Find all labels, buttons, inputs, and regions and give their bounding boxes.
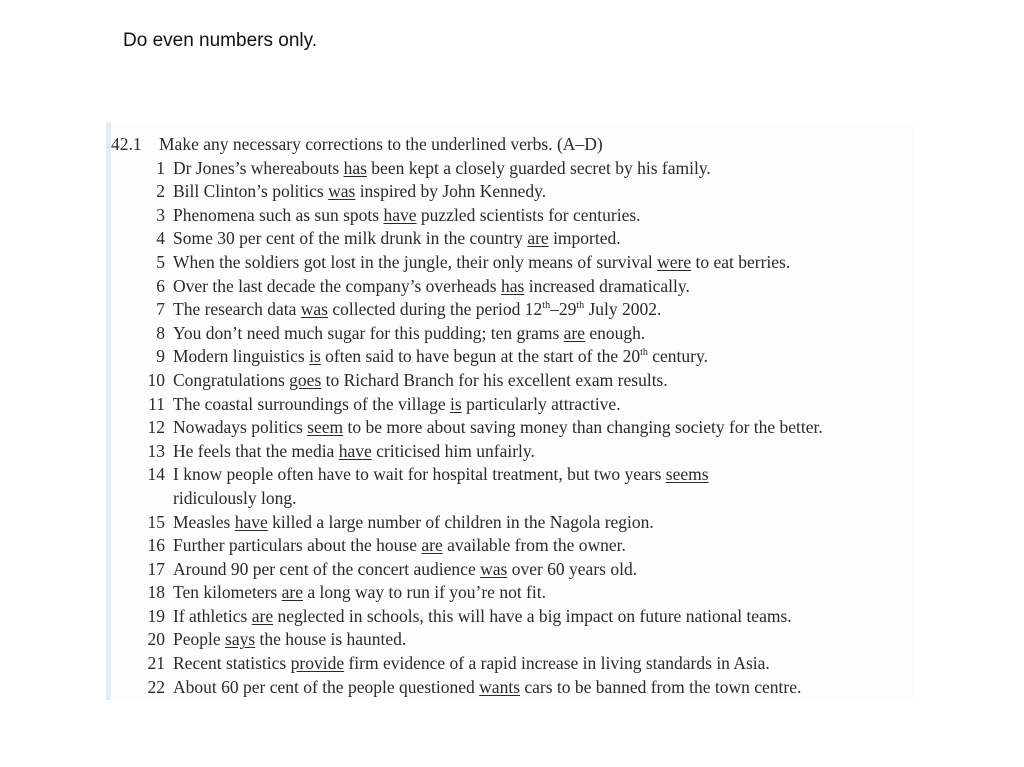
exercise-item (111, 157, 823, 181)
item-number: 5 (156, 251, 165, 272)
text-segment: –29 (550, 299, 577, 320)
text-segment: Phenomena such as sun spots (173, 204, 384, 225)
text-segment: Bill Clinton’s politics (173, 181, 329, 202)
text-segment: Dr Jones’s whereabouts (173, 157, 344, 178)
item-text (173, 345, 708, 369)
exercise-item (111, 581, 823, 605)
text-segment: You don’t need much sugar for this pudding; ten grams (173, 322, 564, 343)
item-text (173, 180, 546, 204)
text-segment: Around 90 per cent of the concert audience (173, 558, 481, 579)
exercise-item (111, 463, 823, 510)
text-segment: to eat berries. (691, 251, 791, 272)
text-segment: neglected in schools, this will have a big impact on future national teams. (273, 605, 792, 626)
underlined-verb: seems (665, 464, 709, 485)
item-text (173, 416, 823, 440)
underlined-verb: is (450, 393, 462, 414)
underlined-verb: is (309, 346, 321, 367)
item-number: 8 (156, 322, 165, 343)
text-segment: century. (647, 346, 708, 367)
ordinal-suffix: th (542, 300, 551, 312)
item-text (173, 440, 535, 464)
item-text (173, 369, 668, 393)
item-number: 6 (156, 275, 165, 296)
item-number: 14 (147, 464, 165, 485)
text-segment: The research data (173, 299, 301, 320)
item-number: 13 (147, 440, 165, 461)
exercise-item (111, 393, 823, 417)
text-segment: He feels that the media (173, 440, 339, 461)
item-number: 9 (156, 346, 165, 367)
text-segment: Measles (173, 511, 235, 532)
text-segment: the house is haunted. (255, 629, 407, 650)
text-segment: to be more about saving money than changing society for the better. (343, 417, 823, 438)
text-segment: collected during the period 12 (327, 299, 543, 320)
exercise-item (111, 251, 823, 275)
item-number: 20 (147, 629, 165, 650)
exercise-items (111, 157, 823, 700)
text-segment: Some 30 per cent of the milk drunk in the country (173, 228, 528, 249)
text-segment: inspired by John Kennedy. (355, 181, 547, 202)
underlined-verb: was (328, 181, 356, 202)
exercise-item (111, 652, 823, 676)
exercise-item (111, 298, 823, 322)
textbook-scan (106, 122, 914, 700)
underlined-verb: have (383, 204, 417, 225)
text-segment: Nowadays politics (173, 417, 308, 438)
text-segment: ridiculously long. (173, 487, 297, 508)
text-segment: I know people often have to wait for hospital treatment, but two years (173, 464, 666, 485)
underlined-verb: have (338, 440, 372, 461)
exercise-item (111, 416, 823, 440)
text-segment: Ten kilometers (173, 582, 282, 603)
underlined-verb: wants (479, 676, 520, 697)
text-segment: Further particulars about the house (173, 535, 422, 556)
underlined-verb: has (343, 157, 367, 178)
underlined-verb: are (563, 322, 586, 343)
underlined-verb: was (300, 299, 328, 320)
text-segment: Over the last decade the company’s overheads (173, 275, 501, 296)
text-segment: imported. (548, 228, 621, 249)
text-segment: available from the owner. (442, 535, 626, 556)
underlined-verb: provide (290, 653, 345, 674)
exercise-title: Make any necessary corrections to the underlined verbs. (A–D) (159, 134, 603, 154)
exercise (111, 133, 823, 699)
exercise-item (111, 322, 823, 346)
text-segment: If athletics (173, 605, 252, 626)
exercise-item (111, 558, 823, 582)
underlined-verb: was (480, 558, 508, 579)
exercise-item (111, 227, 823, 251)
text-segment: over 60 years old. (507, 558, 638, 579)
item-text (173, 652, 770, 676)
text-segment: The coastal surroundings of the village (173, 393, 451, 414)
text-segment: been kept a closely guarded secret by his family. (366, 157, 711, 178)
item-number: 4 (156, 228, 165, 249)
underlined-verb: are (421, 535, 443, 556)
item-number: 11 (148, 393, 165, 414)
item-text (173, 227, 621, 251)
item-text (173, 157, 711, 181)
item-number: 21 (147, 653, 165, 674)
item-number: 22 (147, 676, 165, 697)
item-text (173, 558, 637, 582)
item-number: 2 (156, 181, 165, 202)
text-segment: criticised him unfairly. (371, 440, 535, 461)
text-segment: particularly attractive. (461, 393, 621, 414)
item-number: 17 (147, 558, 165, 579)
exercise-item (111, 628, 823, 652)
text-segment: cars to be banned from the town centre. (520, 676, 802, 697)
text-segment: firm evidence of a rapid increase in living standards in Asia. (344, 653, 770, 674)
exercise-item (111, 275, 823, 299)
exercise-item (111, 440, 823, 464)
item-number: 19 (147, 605, 165, 626)
exercise-item (111, 180, 823, 204)
item-text (173, 463, 709, 510)
exercise-heading (111, 133, 823, 157)
item-text (173, 275, 690, 299)
text-segment: killed a large number of children in the Nagola region. (267, 511, 654, 532)
item-text (173, 581, 546, 605)
item-text (173, 511, 654, 535)
text-segment: Congratulations (173, 369, 290, 390)
item-text (173, 393, 621, 417)
underlined-verb: has (501, 275, 525, 296)
underlined-verb: goes (289, 369, 322, 390)
item-text (173, 676, 801, 700)
item-text (173, 628, 406, 652)
exercise-number: 42.1 (111, 134, 142, 154)
item-number: 12 (147, 417, 165, 438)
item-number: 15 (147, 511, 165, 532)
text-segment: Recent statistics (173, 653, 291, 674)
underlined-verb: were (657, 251, 692, 272)
slide-instruction: Do even numbers only. (123, 30, 317, 51)
exercise-item (111, 369, 823, 393)
text-segment: a long way to run if you’re not fit. (302, 582, 546, 603)
exercise-item (111, 345, 823, 369)
item-number: 3 (156, 204, 165, 225)
text-segment: to Richard Branch for his excellent exam results. (321, 369, 668, 390)
underlined-verb: are (251, 605, 274, 626)
text-segment: About 60 per cent of the people questioned (173, 676, 480, 697)
item-number: 1 (156, 157, 165, 178)
exercise-item (111, 676, 823, 700)
exercise-item (111, 511, 823, 535)
item-text (173, 322, 645, 346)
exercise-item (111, 605, 823, 629)
exercise-item (111, 204, 823, 228)
text-segment: Modern linguistics (173, 346, 310, 367)
item-text (173, 251, 790, 275)
text-segment: July 2002. (584, 299, 662, 320)
exercise-item (111, 534, 823, 558)
text-segment: often said to have begun at the start of the 20 (320, 346, 641, 367)
underlined-verb: seem (307, 417, 344, 438)
item-number: 7 (156, 299, 165, 320)
underlined-verb: are (527, 228, 549, 249)
text-segment: People (173, 629, 226, 650)
underlined-verb: are (281, 582, 303, 603)
item-number: 18 (147, 582, 165, 603)
ordinal-suffix: th (576, 300, 585, 312)
underlined-verb: says (225, 629, 256, 650)
text-segment: puzzled scientists for centuries. (416, 204, 641, 225)
item-text (173, 298, 661, 322)
item-text (173, 605, 792, 629)
ordinal-suffix: th (640, 347, 648, 359)
text-segment: When the soldiers got lost in the jungle, their only means of survival (173, 251, 658, 272)
underlined-verb: have (234, 511, 268, 532)
item-text (173, 204, 641, 228)
item-number: 10 (147, 369, 165, 390)
item-text (173, 534, 626, 558)
text-segment: increased dramatically. (524, 275, 690, 296)
item-number: 16 (147, 535, 165, 556)
text-segment: enough. (585, 322, 646, 343)
